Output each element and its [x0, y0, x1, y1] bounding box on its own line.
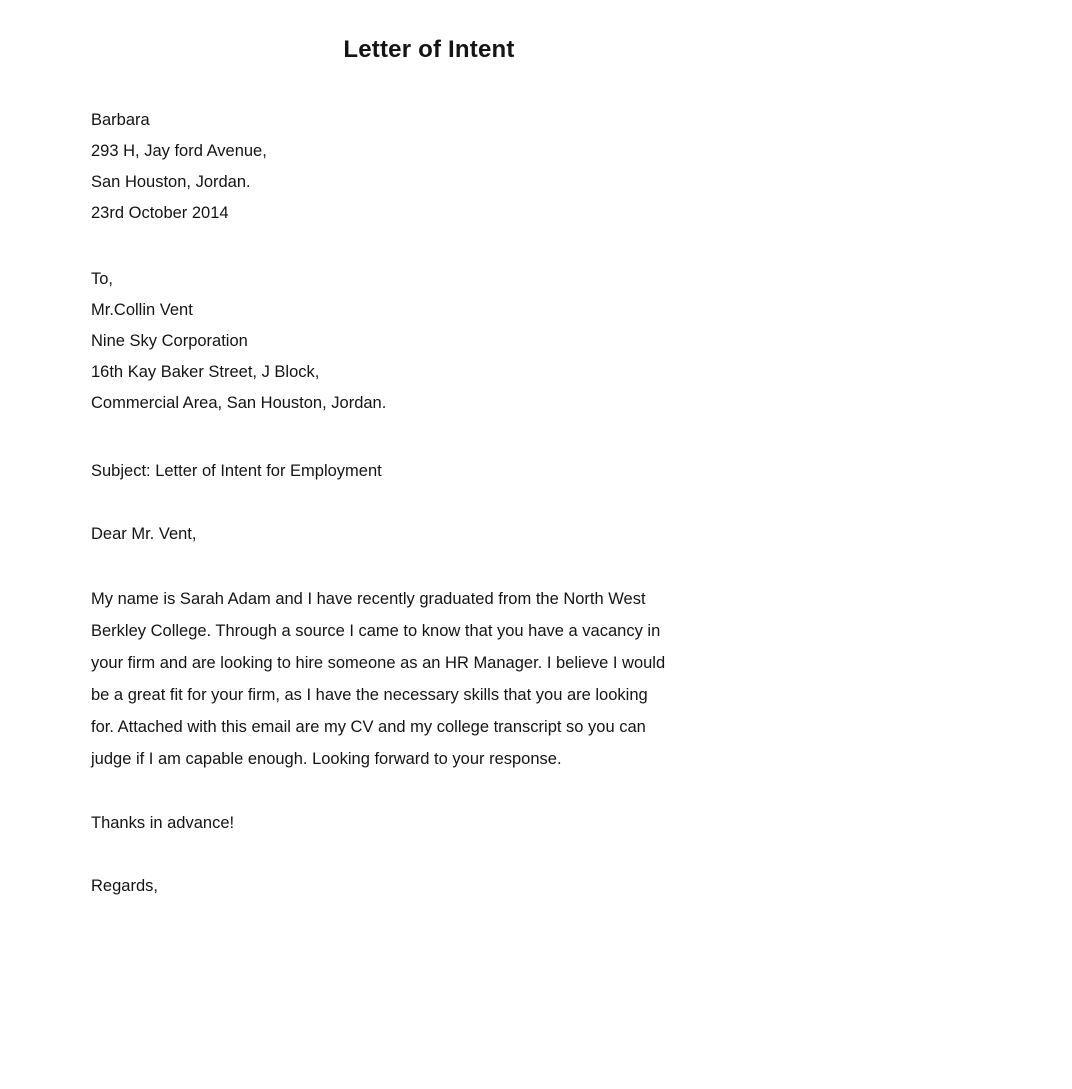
recipient-city: Commercial Area, San Houston, Jordan. — [91, 394, 387, 412]
subject-line: Subject: Letter of Intent for Employment — [91, 462, 382, 480]
body-line: for. Attached with this email are my CV and my college transcript so you can — [91, 718, 646, 736]
body-line: your firm and are looking to hire someone as an HR Manager. I believe I would — [91, 654, 666, 672]
recipient-street: 16th Kay Baker Street, J Block, — [91, 363, 320, 381]
document-title: Letter of Intent — [343, 36, 515, 63]
recipient-company: Nine Sky Corporation — [91, 332, 248, 350]
sender-city: San Houston, Jordan. — [91, 173, 251, 191]
recipient-to: To, — [91, 270, 114, 288]
closing-thanks: Thanks in advance! — [91, 814, 235, 832]
letter-date: 23rd October 2014 — [91, 204, 229, 222]
body-line: My name is Sarah Adam and I have recently graduated from the North West — [91, 590, 646, 608]
recipient-name: Mr.Collin Vent — [91, 301, 193, 319]
body-paragraph — [91, 583, 665, 775]
body-line: be a great fit for your firm, as I have the necessary skills that you are looking — [91, 686, 648, 704]
closing-regards: Regards, — [91, 877, 158, 895]
recipient-address-block — [91, 264, 386, 419]
salutation: Dear Mr. Vent, — [91, 525, 197, 543]
sender-name: Barbara — [91, 111, 150, 129]
sender-address-block — [91, 105, 267, 229]
sender-street: 293 H, Jay ford Avenue, — [91, 142, 267, 160]
body-line: judge if I am capable enough. Looking forward to your response. — [91, 750, 562, 768]
body-line: Berkley College. Through a source I came to know that you have a vacancy in — [91, 622, 661, 640]
